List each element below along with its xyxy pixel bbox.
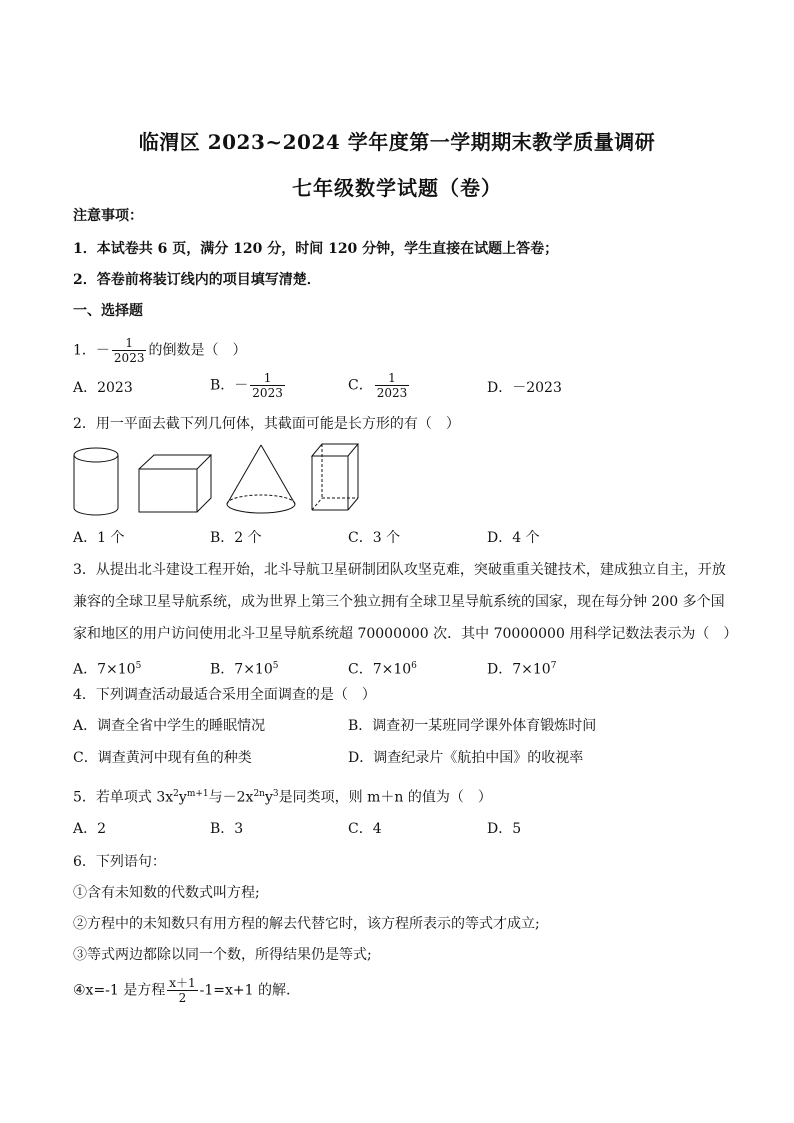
q5-exp-1: 2	[173, 789, 179, 799]
q5-part-1: 5．若单项式 3x	[73, 789, 174, 806]
q1-option-b	[210, 371, 287, 400]
q6-statement-2: ②方程中的未知数只有用方程的解去代替它时，该方程所表示的等式才成立;	[73, 916, 540, 932]
q6-s4-prefix: ④x=-1 是方程	[73, 982, 166, 999]
q5-option-a: A．2	[73, 821, 107, 837]
q1-frac-numerator: 1	[112, 336, 147, 351]
q6-s4-suffix: -1=x+1 的解.	[199, 982, 291, 999]
q1-suffix: 的倒数是（ ）	[148, 342, 247, 359]
question-4: 4．下列调查活动最适合采用全面调查的是（ ）	[73, 687, 376, 703]
q1-prefix: 1．－	[73, 342, 110, 359]
q1-option-d: D．－2023	[487, 380, 562, 396]
q3-option-d	[487, 656, 556, 680]
q1-option-b-fraction	[250, 371, 285, 400]
q1-option-c-denominator: 2023	[376, 386, 408, 400]
cone-icon	[224, 442, 298, 518]
question-5	[73, 784, 492, 808]
q1-option-c	[348, 371, 411, 400]
q1-fraction	[112, 336, 147, 365]
q1-frac-denominator: 2023	[113, 351, 145, 365]
q1-option-a: A．2023	[73, 380, 133, 396]
q5-part-3: 与－2x	[208, 789, 254, 806]
q5-exp-2: m+1	[186, 789, 209, 799]
q4-option-a: A．调查全省中学生的睡眠情况	[73, 718, 266, 734]
question-3-line-3: 家和地区的用户访问使用北斗卫星导航系统超 70000000 次．其中 70000000 用科学记数法表示为（ ）	[73, 626, 738, 642]
q5-option-d: D．5	[487, 821, 522, 837]
question-3-line-1: 3．从提出北斗建设工程开始，北斗导航卫星研制团队攻坚克难，突破重重关键技术，建成独立自主，开放	[73, 562, 726, 578]
notes-item-1: 1．本试卷共 6 页，满分 120 分，时间 120 分钟，学生直接在试题上答卷；	[73, 241, 559, 257]
notes-item-2: 2．答卷前将装订线内的项目填写清楚．	[73, 272, 321, 288]
q3-option-a	[73, 656, 141, 680]
q3-option-b	[210, 656, 278, 680]
q3-option-d-exponent: 7	[550, 661, 557, 671]
q5-part-4: y	[264, 789, 273, 806]
q6-statement-1: ①含有未知数的代数式叫方程;	[73, 885, 260, 901]
q1-option-c-fraction	[375, 371, 410, 400]
q3-option-d-base: D．7×10	[487, 661, 551, 678]
prism-icon	[308, 440, 362, 516]
q5-part-5: 是同类项，则 m＋n 的值为（ ）	[278, 789, 492, 806]
q5-option-b: B．3	[210, 821, 244, 837]
q1-option-b-prefix: B．－	[210, 377, 249, 394]
question-6: 6．下列语句：	[73, 854, 166, 870]
question-1	[73, 336, 246, 365]
q4-option-b: B．调查初一某班同学课外体育锻炼时间	[348, 718, 597, 734]
exam-subtitle: 七年级数学试题（卷）	[292, 176, 502, 200]
q6-s4-denominator: 2	[178, 991, 187, 1005]
q6-statement-3: ③等式两边都除以同一个数，所得结果仍是等式;	[73, 947, 372, 963]
q3-option-c	[348, 656, 417, 680]
cylinder-icon	[70, 446, 122, 518]
q1-option-b-denominator: 2023	[252, 386, 283, 400]
q4-option-c: C．调查黄河中现有鱼的种类	[73, 750, 252, 766]
notes-heading: 注意事项：	[73, 208, 143, 224]
q3-option-a-base: A．7×10	[73, 661, 136, 678]
q2-option-b: B．2 个	[210, 530, 262, 546]
q3-option-b-exponent: 5	[272, 661, 279, 671]
q1-option-c-numerator: 1	[375, 371, 410, 386]
q5-exp-4: 3	[272, 789, 279, 799]
exam-title: 临渭区 2023~2024 学年度第一学期期末教学质量调研	[138, 130, 656, 154]
q2-option-d: D．4 个	[487, 530, 540, 546]
q4-option-d: D．调查纪录片《航拍中国》的收视率	[348, 750, 584, 766]
q3-option-a-exponent: 5	[135, 661, 142, 671]
q5-option-c: C．4	[348, 821, 382, 837]
question-2: 2．用一平面去截下列几何体，其截面可能是长方形的有（ ）	[73, 416, 460, 432]
cuboid-icon	[136, 452, 214, 516]
q6-statement-4	[73, 976, 290, 1005]
q2-option-a: A．1 个	[73, 530, 125, 546]
q5-part-2: y	[178, 789, 187, 806]
q3-option-c-base: C．7×10	[348, 661, 412, 678]
section-heading-choice: 一、选择题	[73, 303, 143, 319]
q3-option-b-base: B．7×10	[210, 661, 273, 678]
q3-option-c-exponent: 6	[411, 661, 417, 671]
question-3-line-2: 兼容的全球卫星导航系统，成为世界上第三个独立拥有全球卫星导航系统的国家，现在每分钟 200 多个国	[73, 594, 725, 610]
q5-exp-3: 2n	[253, 789, 265, 799]
q1-option-c-prefix: C．	[348, 377, 373, 394]
q1-option-b-numerator: 1	[250, 371, 285, 386]
q2-option-c: C．3 个	[348, 530, 401, 546]
q6-s4-numerator: x＋1	[169, 976, 196, 990]
q6-s4-fraction	[167, 976, 197, 1005]
